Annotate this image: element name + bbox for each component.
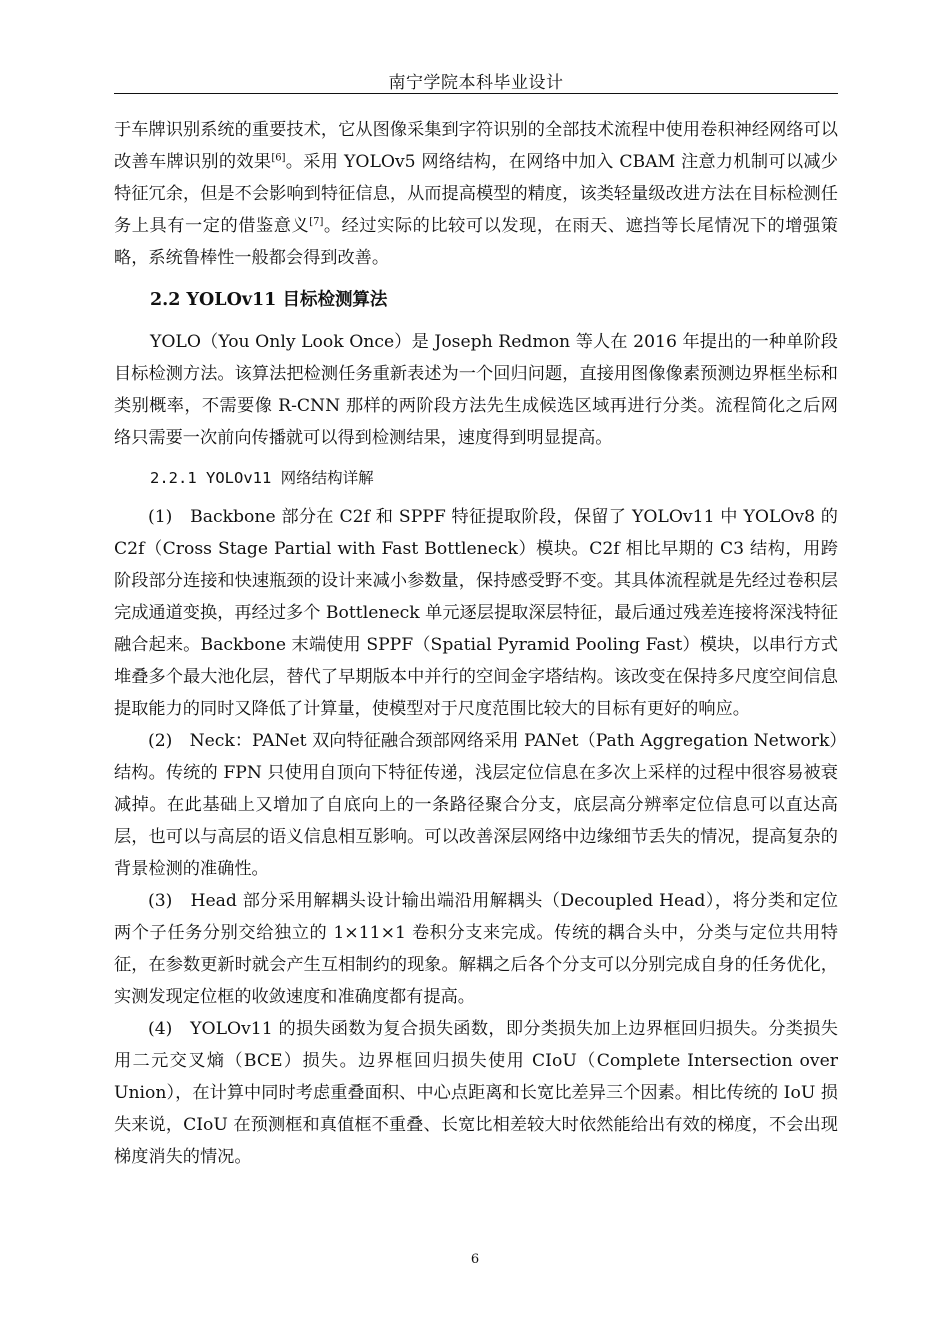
- page-number: 6: [470, 1252, 480, 1267]
- paragraph-intro-part-b: 。采用 YOLOv5 网络结构，在网络中加入 CBAM 注意力机制可以减少特征冗余，但是不会影响到特征信息，从而提高模型的精度，该类轻量级改进方法在目标检测任务上具有一定的借鉴意义: [114, 152, 838, 236]
- paragraph-intro: [114, 114, 838, 274]
- list-item-neck: (2) Neck：PANet 双向特征融合颈部网络采用 PANet（Path Aggregation Network）结构。传统的 FPN 只使用自顶向下特征传递，浅层定位信息在多次上采样的过程中很容易被衰减掉。在此基础上又增加了自底向上的一条路径聚合分支，底层高分辨率定位信息可以直达高层，也可以与高层的语义信息相互影响。可以改善深层网络中边缘细节丢失的情况，提高复杂的背景检测的准确性。: [114, 731, 838, 879]
- paragraph-yolo-overview: YOLO（You Only Look Once）是 Joseph Redmon 等人在 2016 年提出的一种单阶段目标检测方法。该算法把检测任务重新表述为一个回归问题，直接用图像像素预测边界框坐标和类别概率，不需要像 R-CNN 那样的两阶段方法先生成候选区域再进行分类。流程简化之后网络只需要一次前向传播就可以得到检测结果，速度得到明显提高。: [114, 332, 838, 448]
- list-item-loss: (4) YOLOv11 的损失函数为复合损失函数，即分类损失加上边界框回归损失。分类损失用二元交叉熵（BCE）损失。边界框回归损失使用 CIoU（Complete Intersection over Union），在计算中同时考虑重叠面积、中心点距离和长宽比差异三个因素。相比传统的 IoU 损失来说，CIoU 在预测框和真值框不重叠、长宽比相差较大时依然能给出有效的梯度，不会出现梯度消失的情况。: [114, 1019, 838, 1167]
- page-body: [114, 114, 838, 1173]
- citation-7[interactable]: [7]: [309, 216, 324, 228]
- page-header: 南宁学院本科毕业设计: [388, 73, 564, 93]
- section-heading: 2.2 YOLOv11 目标检测算法: [150, 290, 388, 310]
- citation-6[interactable]: [6]: [271, 152, 286, 164]
- header-divider: [114, 93, 838, 94]
- list-item-head: (3) Head 部分采用解耦头设计输出端沿用解耦头（Decoupled Head），将分类和定位两个子任务分别交给独立的 1×11×1 卷积分支来完成。传统的耦合头中，分类与定位共用特征，在参数更新时就会产生互相制约的现象。解耦之后各个分支可以分别完成自身的任务优化，实测发现定位框的收敛速度和准确度都有提高。: [114, 891, 838, 1007]
- paragraph-intro-part-c: 。经过实际的比较可以发现，在雨天、遮挡等长尾情况下的增强策略，系统鲁棒性一般都会得到改善。: [114, 216, 838, 268]
- subsection-heading: 2.2.1 YOLOv11 网络结构详解: [150, 469, 374, 487]
- paragraph-intro-part-a: 于车牌识别系统的重要技术，它从图像采集到字符识别的全部技术流程中使用卷积神经网络可以改善车牌识别的效果: [114, 120, 838, 172]
- list-item-backbone: (1) Backbone 部分在 C2f 和 SPPF 特征提取阶段，保留了 YOLOv11 中 YOLOv8 的 C2f（Cross Stage Partial with Fast Bottleneck）模块。C2f 相比早期的 C3 结构，用跨阶段部分连接和快速瓶颈的设计来减小参数量，保持感受野不变。其具体流程就是先经过卷积层完成通道变换，再经过多个 Bottleneck 单元逐层提取深层特征，最后通过残差连接将深浅特征融合起来。Backbone 末端使用 SPPF（Spatial Pyramid Pooling Fast）模块，以串行方式堆叠多个最大池化层，替代了早期版本中并行的空间金字塔结构。该改变在保持多尺度空间信息提取能力的同时又降低了计算量，使模型对于尺度范围比较大的目标有更好的响应。: [114, 507, 838, 719]
